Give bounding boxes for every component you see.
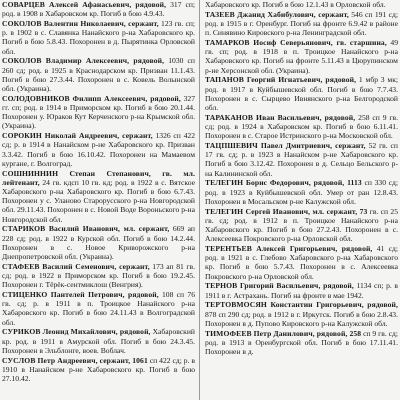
entry-text: 546 сп 191 сд; род. в 1915 в г. Оренбург. Погиб на фронте 6.9.42 в районе п. Синявино Кировского р-на Ленинградской обл. [205, 9, 398, 38]
memorial-entry [2, 19, 195, 56]
entry-text: сп 422 сд; р. в 1910 в Нанайском р-не Хабаровского кр. Погиб в бою 27.10.42. [2, 355, 195, 384]
memorial-entry [205, 0, 398, 9]
memorial-entry [205, 329, 398, 357]
entry-name: ТЕЛЕГИН Сергей Иванович, мл. сержант, 73 [205, 206, 368, 216]
entry-text: 1 мбр 3 мк; род. в 1917 в Куйбышевской обл. Погиб в бою 7.7.43. Похоронен в с. Сырцево Ивнянского р-на Белгородской обл. [205, 75, 398, 113]
entry-name: СОШНИННИН Степан Степанович, гв. мл. лейтенант, [2, 168, 195, 187]
memorial-entry [205, 113, 398, 141]
entry-text: 1030 сп 260 сд; род. в 1925 в Краснодарском кр. Призван 11.1.43. Погиб в бою 27.3.44. Похоронен в с. Ковель Волынской обл. (Украина). [2, 56, 195, 94]
memorial-entry [205, 178, 398, 206]
memorial-entry [2, 356, 195, 384]
entry-text: 173 ап 81 гв. сд; род. в 1922 в Приморском кр. Погиб в бою 19.2.45. Похоронен г. Тёрёк-сентмиклош (Венгрия). [2, 261, 195, 290]
entry-name: СОЛОДОВНИКОВ Филипп Алексеевич, рядовой, [2, 93, 181, 103]
entry-text: сп 330 сд; род. в 1923 в Куйбышевской обл. Умер от ран 12.8.43. Похоронен в Мосальском р-не Калужской обл. [205, 178, 398, 206]
memorial-entry [205, 207, 398, 244]
memorial-entry [205, 141, 398, 178]
entry-name: ТЕЛЕГИН Борис Федорович, рядовой, 1113 [205, 178, 362, 188]
entry-text: Хабаровского кр. Погиб в бою 12.1.43 в Орловской обл. [205, 0, 386, 9]
memorial-entry [2, 94, 195, 131]
entry-text: сп 9 гв. сд; род. в 1913 в Оренбургской обл. Погиб в бою 17.11.41. Похоронен в д. [205, 328, 398, 357]
entry-name: ТАЦПШЕВИЧ Павел Дмитриевич, сержант, [205, 141, 366, 151]
entry-name: СУРИКОВ Леонид Михайлович, рядовой, [2, 327, 151, 337]
entry-name: ТЕРТОВМОСЯН Константин Григорьевич, рядовой, [205, 300, 398, 310]
memorial-entry [2, 169, 195, 224]
entry-name: СТАРИКОВ Василий Иванович, мл. сержант, [2, 224, 170, 234]
entry-name: СУСЛОВ Петр Андреевич, сержант, 1061 [2, 355, 148, 365]
entry-text: 317 сп; род. в 1908 в Хабаровском кр. Погиб в бою 4.9.43. [2, 0, 195, 19]
memorial-entry [205, 281, 398, 299]
right-column [205, 0, 398, 400]
entry-text: 24 гв. кдсп 10 гв. кд; род. в 1922 в с. Вятское Хабаровского р-на Хабаровского кр. Погиб в бою 6.7.43. Похоронен у с. Уланово Старорусского р-на Новгородской обл. 29.11.43. Похоронен в с. Новой Воде Вороньского р-на Новгородской обл. [2, 177, 195, 224]
memorial-entry [2, 290, 195, 327]
entry-text: 1326 сп 422 сд; р. в 1914 в Нанайском р-не Хабаровского кр. Призван 3.3.42. Погиб в бою 16.10.42. Похоронен на Мамаевом кургане, г. Волгоград. [2, 131, 195, 168]
memorial-entry [205, 75, 398, 112]
memorial-entry [205, 244, 398, 281]
entry-text: 108 сп 76 гв. сд; р. в 1911 в п. Троицкое Нанайского р-на Хабаровского кр. Погиб в бою 24.11.43 в Волгоградской обл. [2, 290, 195, 327]
entry-text: 1134 сп; р. в 1911 в г. Астрахань. Погиб на фронте в мае 1942. [205, 281, 398, 300]
entry-name: ТАЗЕЕВ Джанид Хабибулович, сержант, [205, 9, 349, 19]
memorial-entry [205, 38, 398, 75]
entry-name: СОВАРЦЕВ Алексей Афанасьевич, рядовой, [2, 0, 167, 9]
entry-text: 878 сп 290 сд; род. в 1912 в г. Иркутск. Погиб в бою 2.8.43. Похоронен в д. Пупово Кировского р-на Калужской обл. [205, 309, 398, 328]
entry-text: 669 ап 228 сд; род. в 1922 в Курской обл. Погиб в бою 14.2.44. Похоронен в с. Новое Криворожского р-на Днепропетровской обл. (Украина). [2, 224, 195, 262]
entry-name: СОРОКИН Николай Андреевич, сержант, [2, 131, 153, 141]
entry-name: СТИЦЕНКО Пантелей Петрович, рядовой, [2, 290, 159, 300]
entry-text: 258 сп 9 гв. сд; род. в 1924 в Хабаровском кр. Погиб в бою 6.11.41. Похоронен в с. Старое Истринского р-на Московской обл. [205, 112, 398, 141]
memorial-entry [2, 131, 195, 168]
entry-name: ТЕРЕНТЬЕВ Алексей Григорьевич, рядовой, [205, 244, 373, 254]
memorial-entry [205, 300, 398, 328]
memorial-entry [2, 224, 195, 261]
entry-name: ТИМОФЕЕВ Петр Данилович, рядовой, 258 [205, 328, 362, 338]
column-divider [199, 0, 200, 400]
memorial-entry [2, 56, 195, 93]
entry-text: 41 сд; род. в 1921 в с. Глебово Хабаровского р-на Хабаровского кр. Погиб в бою 5.7.43. Похоронен в с. Алексеевка Покровского р-на Орловской обл. [205, 244, 398, 281]
entry-name: СТАФЕЕВ Василий Семенович, сержант, [2, 261, 150, 271]
entry-name: ТАПАНОВ Георгий Игнатьевич, рядовой, [205, 75, 357, 85]
entry-name: ТЕРНОВ Григорий Васильевич, рядовой, [205, 281, 354, 291]
entry-text: 123 гв. сп; р. в 1902 в с. Славянка Нанайского р-на Хабаровского кр. Погиб в бою 5.8.43. Похоронен в д. Пырятинка Орловской обл. [2, 19, 195, 56]
entry-name: СОКОЛОВ Валентин Николаевич, сержант, [2, 19, 159, 28]
entry-name: СОКОЛОВ Владимир Алексеевич, рядовой, [2, 56, 165, 66]
memorial-entry [205, 10, 398, 38]
left-column [2, 0, 195, 400]
memorial-entry [2, 327, 195, 355]
entry-name: ТАМАРКОВ Иосиф Северьянович, гв. старшина, [205, 38, 387, 47]
entry-text: 49 гв. сп; род. в 1918 в п. Троицкое Нанайского р-на Хабаровского кр. Погиб на фронте 5.11.43 в Цюрупинском р-не Херсонской обл. (Украина). [205, 38, 398, 75]
memorial-entry [2, 262, 195, 290]
entry-text: гв. сп 25 гв. сд; род. в 1912 в п. Троицкое Нанайского р-на Хабаровского кр. Погиб в бою 27.2.43. Похоронен в с. Алексеевка Покровского р-на Орловской обл. [205, 206, 398, 244]
entry-text: 327 гг. сп; род. в 1914 в Приморском кр. Погиб в бою 20.1.44. Похоронен у. Юраков Кут Керченского р-на Крымской обл. (Украина). [2, 93, 195, 131]
entry-name: ТАРАКАНОВ Иван Васильевич, рядовой, [205, 112, 356, 122]
entry-text: Хабаровский кр. род. в 1911 в Амурской обл. Погиб в бою 24.3.45. Похоронен в Эльблонге, воев. Воблач. [2, 327, 195, 355]
memorial-entry [2, 0, 195, 18]
entry-text: 52 гв. сп 17 гв. сд; р. в 1923 в Нанайском р-не Хабаровского кр. Погиб в бою 3.12.42. Похоронен в д. Сельцо Бельского р-на Калининской обл. [205, 141, 398, 178]
